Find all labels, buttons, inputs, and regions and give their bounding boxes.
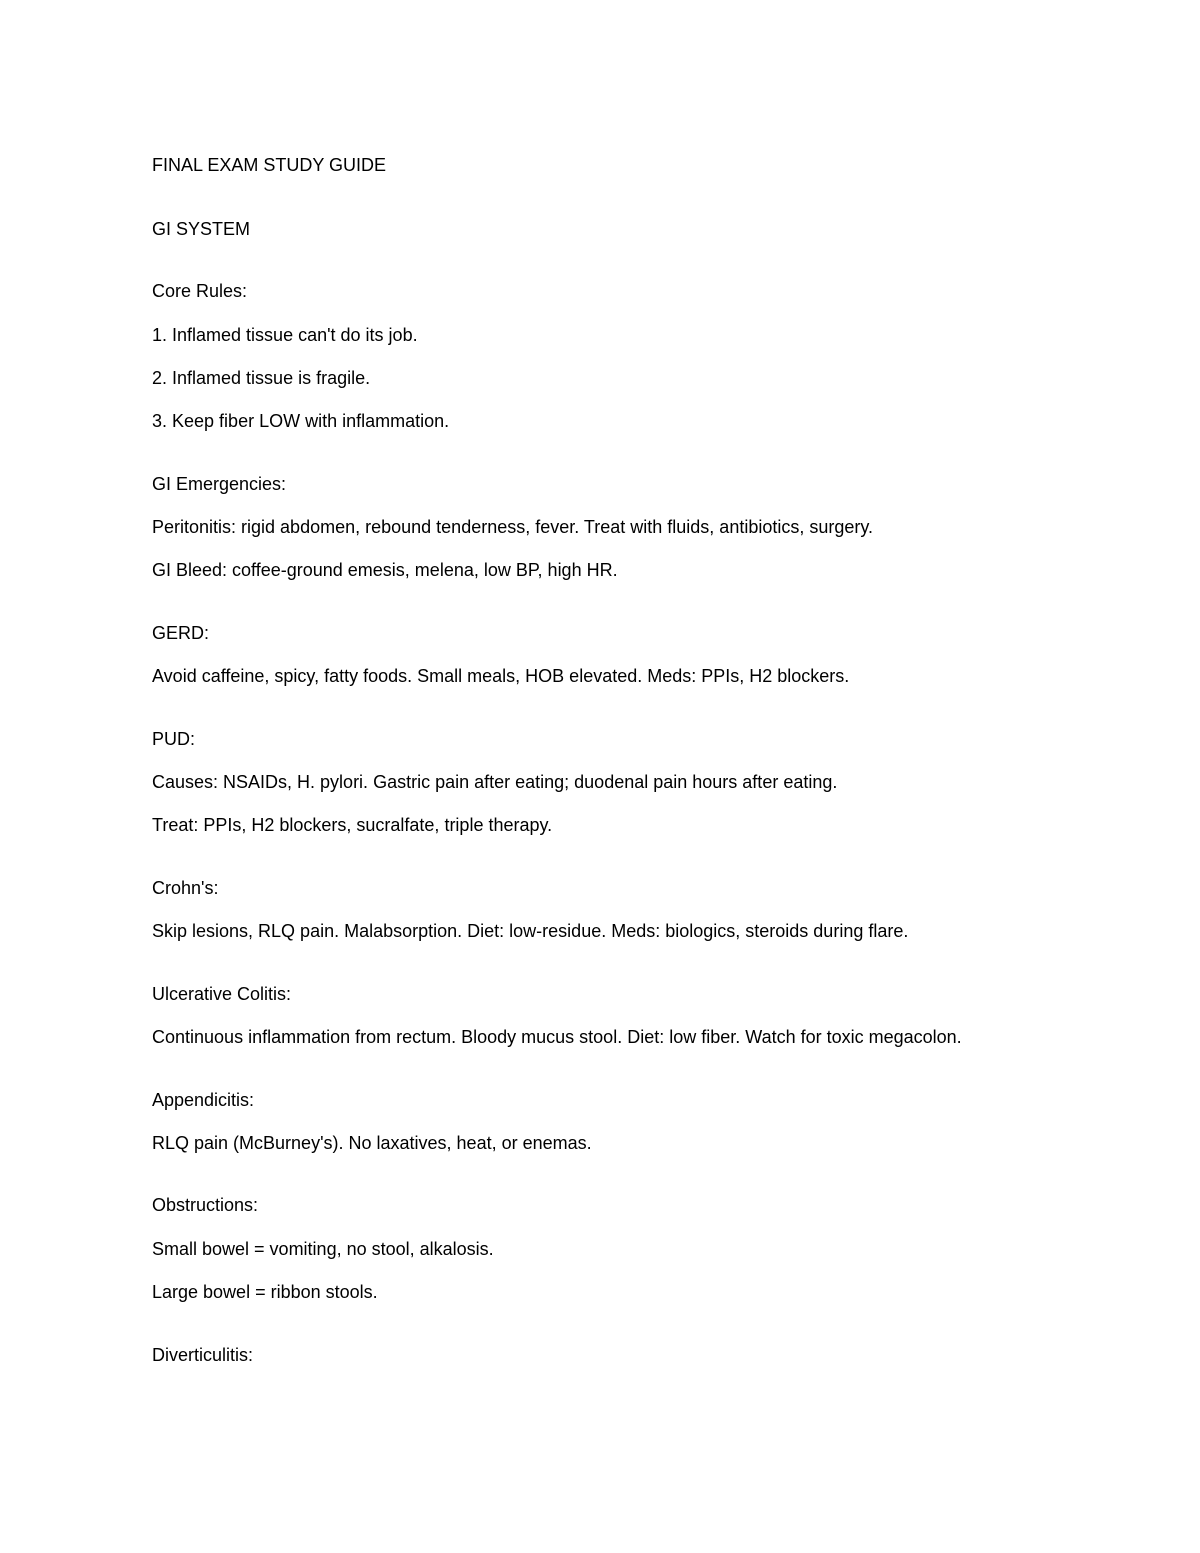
ulcerative-colitis-item: Continuous inflammation from rectum. Bloody mucus stool. Diet: low fiber. Watch for toxic megacolon. xyxy=(152,1027,962,1047)
appendicitis-item: RLQ pain (McBurney's). No laxatives, heat, or enemas. xyxy=(152,1133,592,1153)
core-rules-heading: Core Rules: xyxy=(152,281,248,301)
obstructions-item: Large bowel = ribbon stools. xyxy=(152,1282,378,1302)
core-rule-item: 3. Keep fiber LOW with inflammation. xyxy=(152,411,450,431)
core-rule-item: 2. Inflamed tissue is fragile. xyxy=(152,368,371,388)
gi-emergency-item: GI Bleed: coffee-ground emesis, melena, low BP, high HR. xyxy=(152,560,618,580)
pud-heading: PUD: xyxy=(152,729,196,749)
section-heading: GI SYSTEM xyxy=(152,219,251,239)
crohns-item: Skip lesions, RLQ pain. Malabsorption. Diet: low-residue. Meds: biologics, steroids during flare. xyxy=(152,921,909,941)
core-rule-item: 1. Inflamed tissue can't do its job. xyxy=(152,325,418,345)
obstructions-heading: Obstructions: xyxy=(152,1195,259,1215)
pud-item: Treat: PPIs, H2 blockers, sucralfate, triple therapy. xyxy=(152,815,553,835)
document-title: FINAL EXAM STUDY GUIDE xyxy=(152,155,387,175)
ulcerative-colitis-heading: Ulcerative Colitis: xyxy=(152,984,292,1004)
gi-emergency-item: Peritonitis: rigid abdomen, rebound tenderness, fever. Treat with fluids, antibiotics, surgery. xyxy=(152,517,874,537)
crohns-heading: Crohn's: xyxy=(152,878,219,898)
appendicitis-heading: Appendicitis: xyxy=(152,1090,255,1110)
gi-emergencies-heading: GI Emergencies: xyxy=(152,474,287,494)
diverticulitis-heading: Diverticulitis: xyxy=(152,1345,254,1365)
obstructions-item: Small bowel = vomiting, no stool, alkalosis. xyxy=(152,1239,494,1259)
gerd-item: Avoid caffeine, spicy, fatty foods. Small meals, HOB elevated. Meds: PPIs, H2 blockers. xyxy=(152,666,850,686)
pud-item: Causes: NSAIDs, H. pylori. Gastric pain after eating; duodenal pain hours after eating. xyxy=(152,772,838,792)
gerd-heading: GERD: xyxy=(152,623,210,643)
